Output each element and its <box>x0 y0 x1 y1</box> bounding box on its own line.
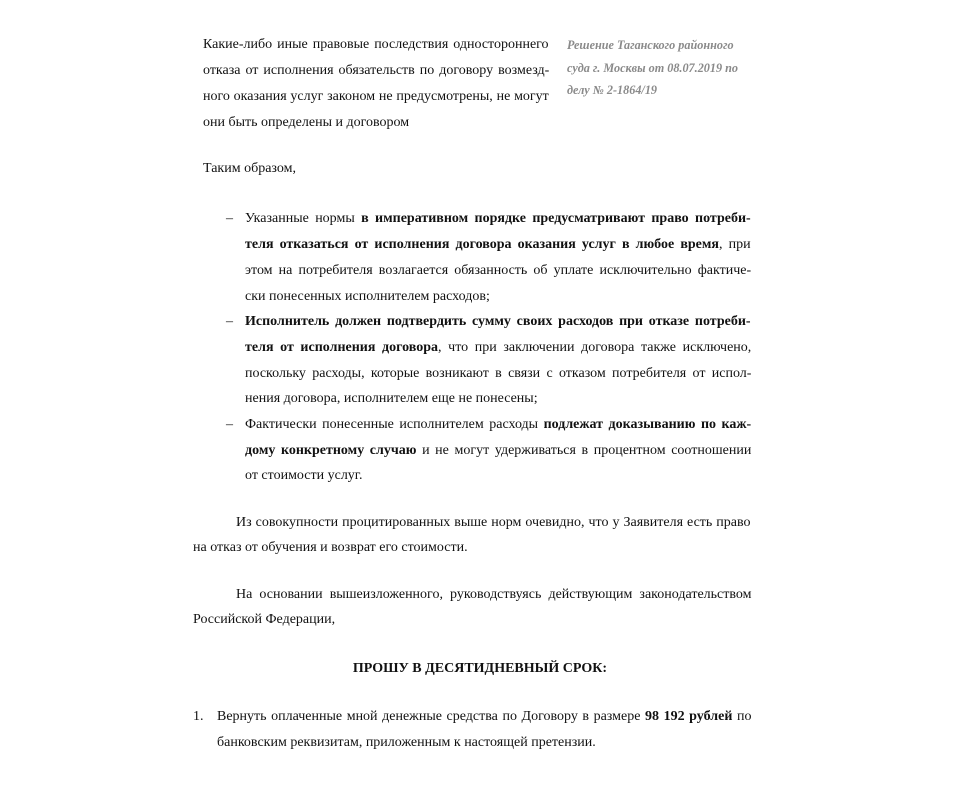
text-segment: банковским реквизитам, приложенным к настоящей претензии. <box>217 735 596 750</box>
text-segment: Вернуть оплаченные мной денежные средства по Договору в размере <box>217 709 646 724</box>
request-heading: ПРОШУ В ДЕСЯТИДНЕВНЫЙ СРОК: <box>352 661 608 676</box>
text-segment: Какие-либо иные правовые последствия одностороннего <box>203 37 549 52</box>
text-segment: ного оказания услуг законом не предусмотрены, не могут <box>203 89 549 104</box>
text-segment: На основании вышеизложенного, руководствуясь действующим законодательством <box>236 587 752 602</box>
bullet-dash: – <box>226 314 233 329</box>
bold-text: теля отказаться от исполнения договора оказания услуг в любое время <box>245 237 719 252</box>
conclusion-line <box>236 510 751 536</box>
bullet-line <box>245 284 490 310</box>
bullet-line <box>245 361 751 387</box>
bold-text: дому конкретному случаю <box>245 443 417 458</box>
bullet-line <box>245 335 751 361</box>
text-segment: Российской Федерации, <box>193 612 336 627</box>
bold-text: Исполнитель должен подтвердить сумму своих расходов при отказе потреби- <box>245 314 751 329</box>
text-segment: Указанные нормы <box>245 211 362 226</box>
text-segment: нения договора, исполнителем еще не понесены; <box>245 391 538 406</box>
text-segment: и не могут удерживаться в процентном соотношении <box>416 443 752 458</box>
bullet-line <box>245 309 751 335</box>
text-segment: этом на потребителя возлагается обязанность об уплате исключительно фактиче- <box>245 263 752 278</box>
text-segment: , при <box>718 237 751 252</box>
text-segment: поскольку расходы, которые возникают в связи с отказом потребителя от испол- <box>245 366 752 381</box>
bullet-line <box>245 386 538 412</box>
bold-text: подлежат доказыванию по каж- <box>543 417 752 432</box>
bullet-dash: – <box>226 211 233 226</box>
text-segment: они быть определены и договором <box>203 115 410 130</box>
quote-line <box>203 58 549 84</box>
text-segment: Фактически понесенные исполнителем расходы <box>245 417 544 432</box>
quote-line <box>203 32 549 58</box>
quote-line <box>203 110 409 136</box>
text-segment: от стоимости услуг. <box>245 468 363 483</box>
text-segment: , что при заключении договора также исключено, <box>438 340 752 355</box>
bullet-line <box>245 206 751 232</box>
text-segment: Из совокупности процитированных выше норм очевидно, что у Заявителя есть право <box>236 515 751 530</box>
text-segment: отказа от исполнения обязательств по договору возмезд- <box>203 63 550 78</box>
bold-text: 98 192 рублей <box>645 709 733 724</box>
text-segment: ски понесенных исполнителем расходов; <box>245 289 490 304</box>
thus-text: Таким образом, <box>203 161 296 176</box>
request-number: 1. <box>193 709 204 724</box>
court-decision-note: Решение Таганского районного суда г. Москвы от 08.07.2019 по делу № 2-1864/19 <box>567 38 738 97</box>
bullet-dash: – <box>226 417 233 432</box>
bold-text: в императивном порядке предусматривают право потреби- <box>361 211 751 226</box>
bullet-line <box>245 232 751 258</box>
text-segment: на отказ от обучения и возврат его стоимости. <box>193 540 468 555</box>
bullet-line <box>245 412 751 438</box>
bullet-line <box>245 438 751 464</box>
quote-line <box>203 84 549 110</box>
request-line <box>217 730 596 756</box>
conclusion-line <box>193 535 468 561</box>
text-segment: по <box>732 709 752 724</box>
basis-line <box>193 607 335 633</box>
bullet-line <box>245 463 362 489</box>
bullet-line <box>245 258 751 284</box>
request-line <box>217 704 751 730</box>
basis-line <box>236 582 751 608</box>
bold-text: теля от исполнения договора <box>245 340 439 355</box>
